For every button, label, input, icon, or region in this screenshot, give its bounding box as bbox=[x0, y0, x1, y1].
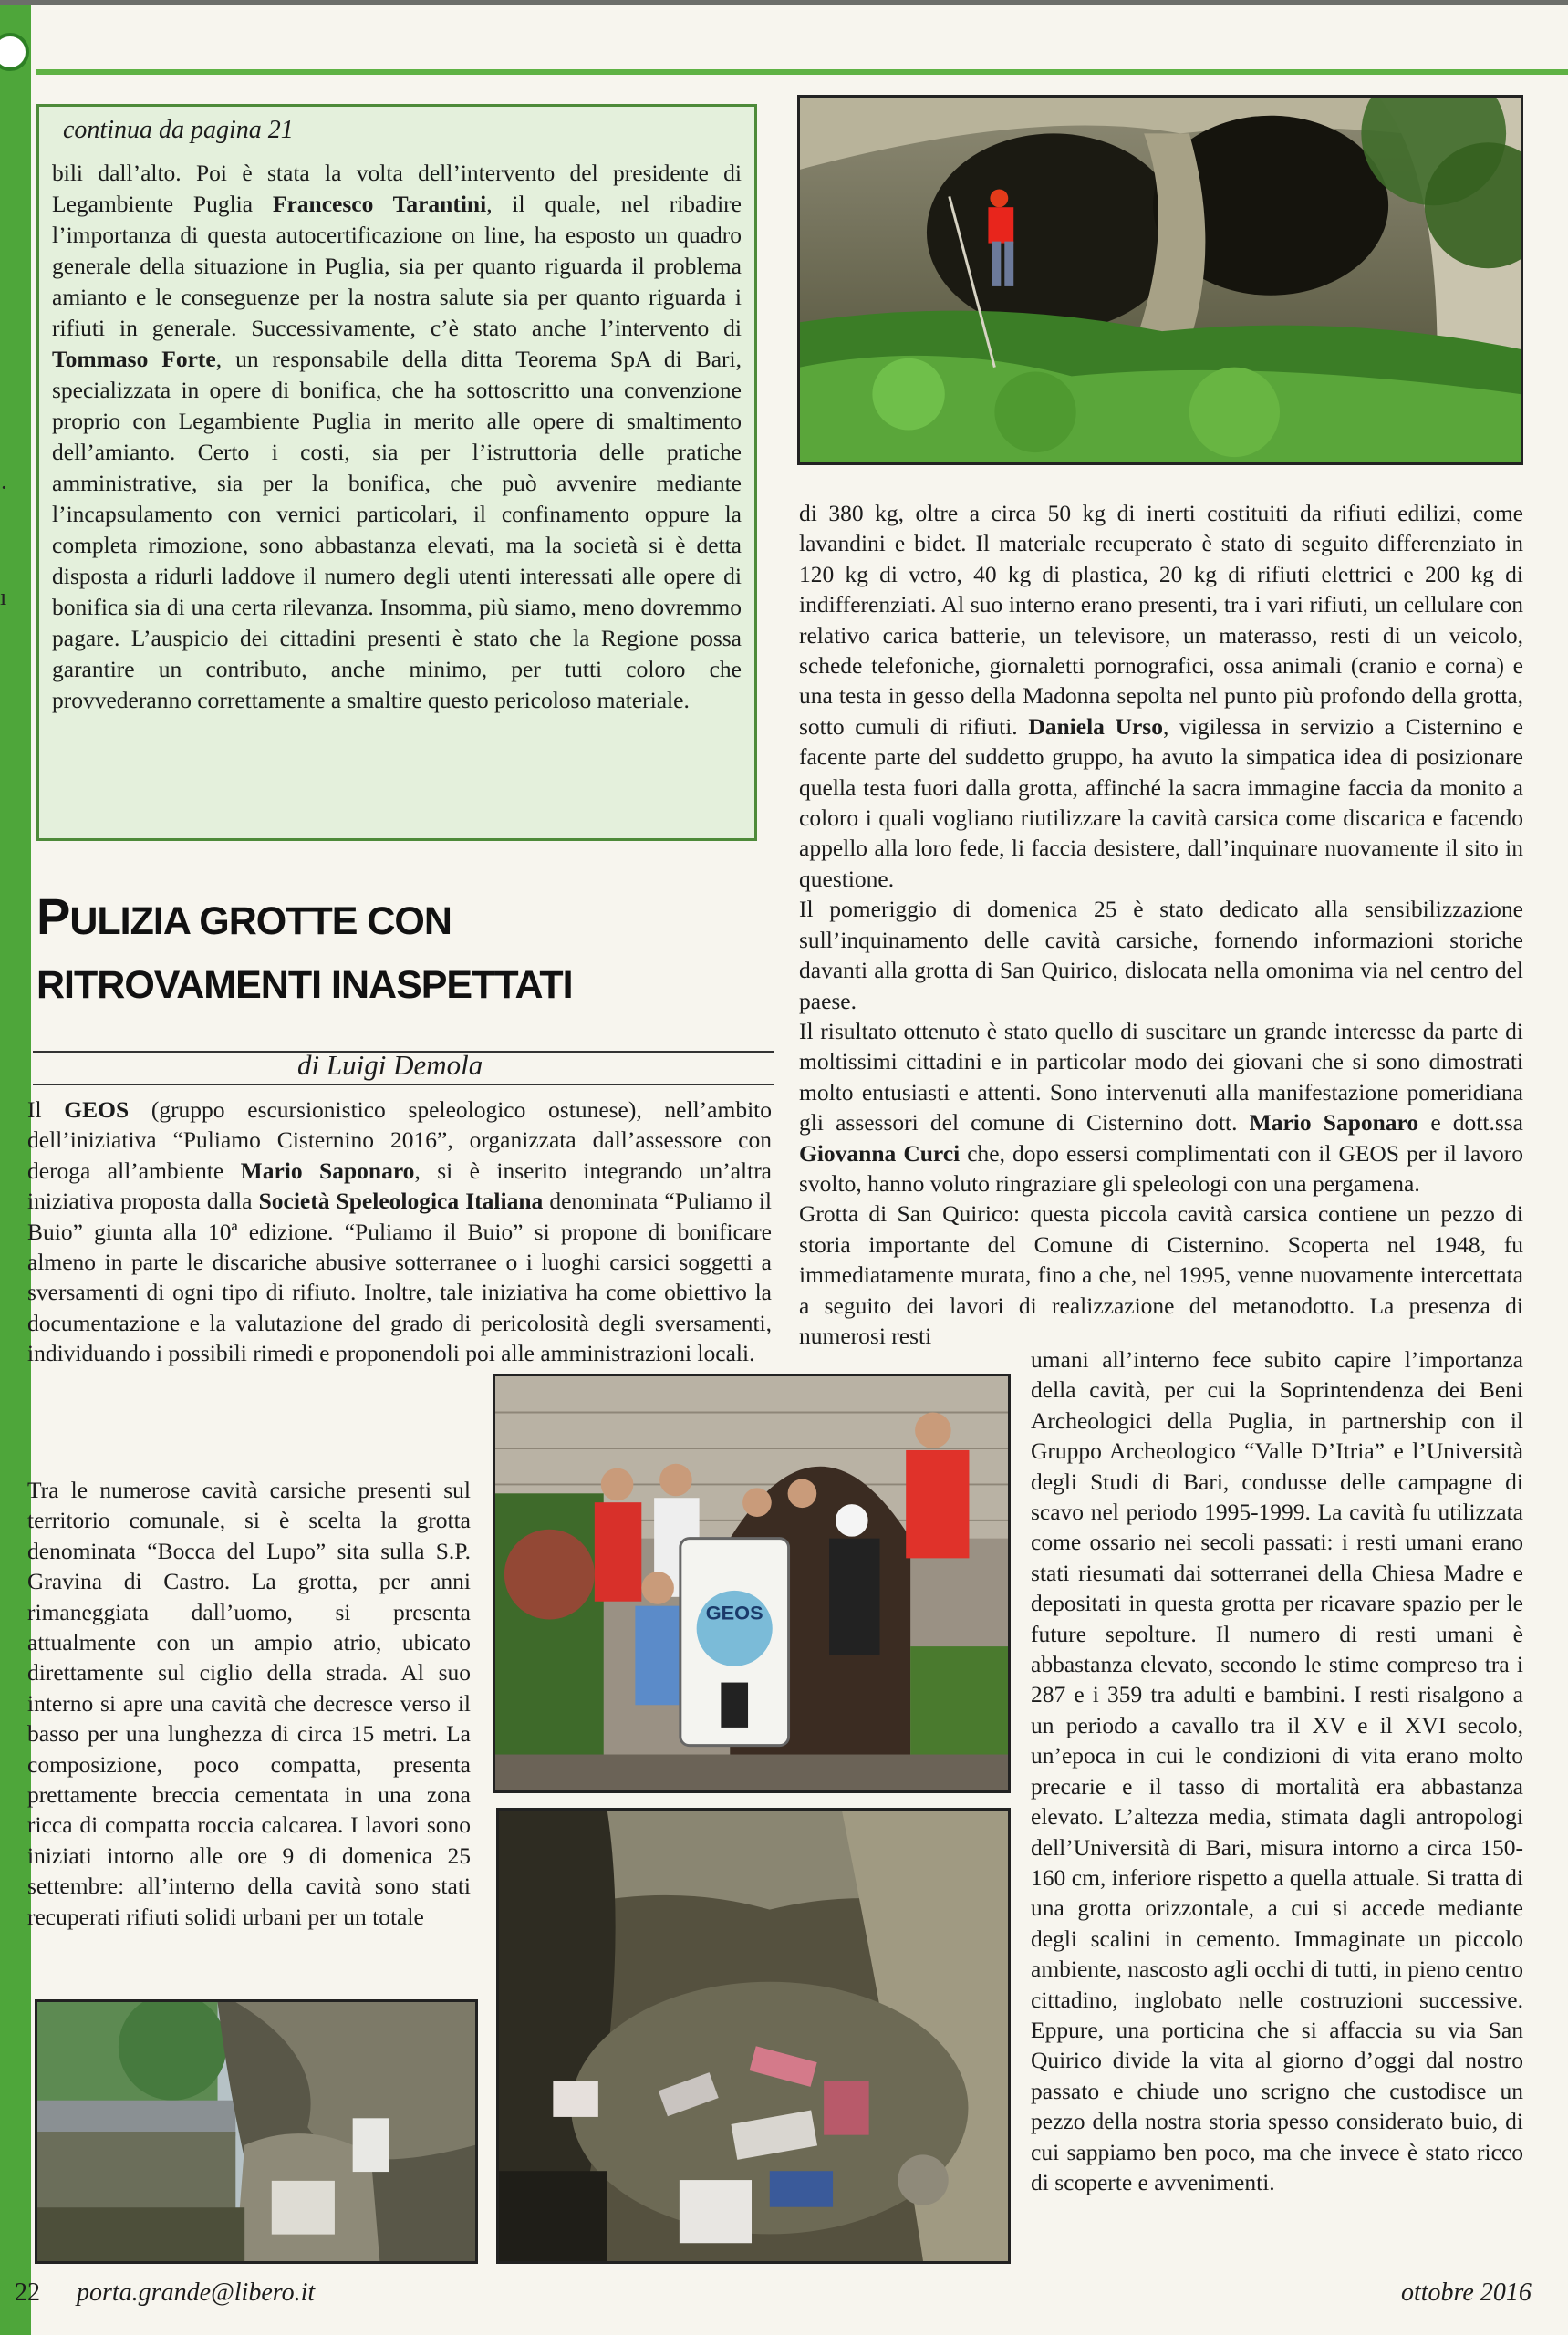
bold-name-text: Mario Saponaro bbox=[1249, 1109, 1419, 1136]
photo-cave-explorer bbox=[797, 95, 1523, 465]
text-run: , il quale, nel ribadire l’importanza di questa autocertificazione on line, ha esposto un quadro generale della situazione in Puglia, sia per quanto riguarda il problema amianto e le conseguenze per la nostra salute sia per quanto riguarda i rifiuti in generale. Successivamente, c’è stato anche l’intervento di bbox=[52, 191, 742, 341]
photo-cave-debris bbox=[496, 1808, 1011, 2264]
text-run: (gruppo escursionistico speleologico ostunese), nell’ambito dell’iniziativa “Puliamo Cisternino 2016”, organizzata dall’assessore con deroga all’ambiente bbox=[27, 1096, 772, 1184]
bold-name-text: Giovanna Curci bbox=[799, 1139, 961, 1167]
text-run: Il bbox=[27, 1096, 65, 1123]
article-right-narrow bbox=[1031, 1344, 1523, 2197]
bold-name-text: Daniela Urso bbox=[1028, 712, 1163, 740]
author-name: di Luigi Demola bbox=[297, 1049, 483, 1081]
text-run: bili dall’alto. Poi è stata la volta dell’intervento del presidente di Legambiente Puglia bbox=[52, 160, 742, 217]
article-left-narrow bbox=[27, 1475, 471, 1932]
text-run: , vigilessa in servizio a Cisternino e facente parte del suddetto gruppo, ha avuto la simpatica idea di posizionare quella testa fuori dalla grotta, affinché la sacra immagine faccia da monito a coloro i quali vogliano riutilizzare la cavità carsica come discarica e facendo appello alla loro fede, li faccia desistere, dall’inquinare nuovamente il sito in questione. bbox=[799, 712, 1523, 892]
gutter-fragments: · ı bbox=[0, 474, 8, 610]
article-left-intro-text bbox=[27, 1095, 772, 1369]
article-right-narrow-text: umani all’interno fece subito capire l’importanza della cavità, per cui la Soprintendenza dei Beni Archeologici della Puglia, in partnership con il Gruppo Archeologico “Valle D’Itria” e l’Università degli Studi di Bari, condusse delle campagne di scavo nel periodo 1995-1999. La cavità fu utilizzata come ossario nei secoli passati: i resti umani erano stati riesumati dai sotterranei della Chiesa Madre e depositati in questa grotta per ricavare spazio per le future sepolture. Il numero di resti umani è abbastanza elevato, secondo le stime compreso tra i 287 e i 359 tra adulti e bambini. I resti risalgono a un periodo a cavallo tra il XV e il XVI secolo, un’epoca in cui le condizioni di vita erano molto precarie e il tasso di mortalità era abbastanza elevato. L’altezza media, stimata dagli antropologi dell’Università di Bari, misura intorno a circa 150-160 cm, inferiore rispetto a quella attuale. Si tratta di una grotta orizzontale, a cui si accede mediante degli scalini in cemento. Immaginate un piccolo ambiente, nascosto agli occhi di tutti, in pieno centro cittadino, inglobato nelle costruzioni successive. Eppure, una porticina che si affaccia su via San Quirico divide la vita al giorno d’oggi dal nostro passato e chiude uno scrigno che custodisce un pezzo della nostra storia spesso considerato buio, di cui sappiamo ben poco, ma che invece è stato ricco di scoperte e avvenimenti. bbox=[1031, 1346, 1523, 2195]
article-left-narrow-text: Tra le numerose cavità carsiche presenti sul territorio comunale, si è scelta la grotta denominata “Bocca del Lupo” sita sulla S.P. Gravina di Castro. La grotta, per anni rimaneggiata dall’uomo, si presenta attualmente con un ampio atrio, ubicato direttamente sul ciglio della strada. Al suo interno si apre una cavità che decresce verso il basso per una lunghezza di circa 15 metri. La composizione, poco compatta, presenta prettamente breccia cementata in una zona ricca di compatta roccia calcarea. I lavori sono iniziati intorno alle ore 9 di domenica 25 settembre: all’interno della cavità sono stati recuperati rifiuti solidi urbani per un totale bbox=[27, 1477, 471, 1930]
geos-sign-text: GEOS bbox=[705, 1601, 763, 1624]
header-green-rule bbox=[36, 69, 1568, 75]
text-run: Il risultato ottenuto è stato quello di suscitare un grande interesse da parte di moltissimi cittadini e in particolar modo dei giovani che si sono dimostrati molto entusiasti e attenti. Sono intervenuti alla manifestazione pomeridiana gli assessori del comune di Cisternino dott. bbox=[799, 1017, 1523, 1136]
footer-date: ottobre 2016 bbox=[1401, 2278, 1532, 2307]
bold-name-text: GEOS bbox=[64, 1096, 130, 1123]
continued-article-text bbox=[52, 158, 742, 716]
page-side-bar bbox=[0, 5, 31, 2335]
footer-email: porta.grande@libero.it bbox=[77, 2278, 316, 2307]
photo-geos-group bbox=[493, 1374, 1011, 1793]
top-edge-line bbox=[0, 0, 1568, 5]
continued-article-box bbox=[36, 104, 757, 841]
author-byline bbox=[33, 1051, 774, 1085]
article-title-line1: PULIZIA GROTTE CON bbox=[36, 887, 452, 945]
article-title bbox=[36, 885, 775, 1017]
article-left-intro bbox=[27, 1095, 772, 1369]
text-run: , si è inserito integrando un’altra iniziativa proposta dalla bbox=[27, 1157, 773, 1215]
page-number: 22 bbox=[15, 2278, 40, 2307]
article-right-column bbox=[799, 498, 1523, 1351]
text-run: di 380 kg, oltre a circa 50 kg di inerti costituiti da rifiuti edilizi, come lavandini e bidet. Il materiale recuperato è stato di seguito differenziato in 120 kg di vetro, 40 kg di plastica, 20 kg di rifiuti elettrici e 200 kg di indifferenziati. Al suo interno erano presenti, tra i vari rifiuti, un cellulare con relativo carica batterie, un televisore, un materasso, resti di un veicolo, schede telefoniche, giornaletti pornografici, ossa animali (cranio e corna) e una testa in gesso della Madonna sepolta nel punto più profondo della grotta, sotto cumuli di rifiuti. bbox=[799, 500, 1523, 740]
text-run: Grotta di San Quirico: questa piccola cavità carsica contiene un pezzo di storia importante del Comune di Cisternino. Scoperta nel 1948, fu immediatamente murata, fino a che, nel 1995, venne nuovamente intercettata a seguito dei lavori di realizzazione del metanodotto. La presenza di numerosi resti bbox=[799, 1200, 1523, 1349]
text-run: e dott.ssa bbox=[1418, 1109, 1524, 1136]
continued-from-label: continua da pagina 21 bbox=[63, 116, 294, 144]
bold-name-text: Tommaso Forte bbox=[52, 346, 216, 372]
article-title-line2: RITROVAMENTI INASPETTATI bbox=[36, 963, 573, 1007]
text-run: denominata “Puliamo il Buio” giunta alla 10ª edizione. “Puliamo il Buio” si propone di bonificare almeno in parte le discariche abusive sotterranee o i luoghi carsici soggetti a sversamenti di ogni tipo di rifiuto. Inoltre, tale iniziativa ha come obiettivo la documentazione e la valutazione del grado di pericolosità degli sversamenti, individuando i possibili rimedi e proponendoli poi alle amministrazioni locali. bbox=[27, 1188, 772, 1367]
bold-name-text: Mario Saponaro bbox=[240, 1157, 415, 1184]
article-right-column-text bbox=[799, 498, 1523, 1351]
text-run: , un responsabile della ditta Teorema SpA di Bari, specializzata in opere di bonifica, che ha sottoscritto una convenzione proprio con Legambiente Puglia in merito alle opere di smaltimento dell’amianto. Certo i costi, sia per l’istruttoria delle pratiche amministrative, sia per la bonifica, che può avvenire mediante l’incapsulamento con vernici particolari, il confinamento oppure la completa rimozione, sono abbastanza elevati, ma la società si è detta disposta a ridurli laddove il numero degli utenti interessati alle opere di bonifica sia di una certa rilevanza. Insomma, più siamo, meno dovremmo pagare. L’auspicio dei cittadini presenti è stato che la Regione possa garantire un contributo, anche minimo, per tutti coloro che provvederanno correttamente a smaltire questo pericoloso materiale. bbox=[52, 346, 742, 713]
bold-name-text: Società Speleologica Italiana bbox=[258, 1188, 544, 1215]
text-run: che, dopo essersi complimentati con il GEOS per il lavoro svolto, hanno voluto ringraziare gli speleologi con una pergamena. bbox=[799, 1139, 1524, 1197]
photo-roadside-cave bbox=[35, 1999, 478, 2264]
bold-name-text: Francesco Tarantini bbox=[272, 191, 487, 217]
text-run: Il pomeriggio di domenica 25 è stato dedicato alla sensibilizzazione sull’inquinamento delle cavità carsiche, fornendo informazioni storiche davanti alla grotta di San Quirico, dislocata nella omonima via nel centro del paese. bbox=[799, 896, 1523, 1014]
